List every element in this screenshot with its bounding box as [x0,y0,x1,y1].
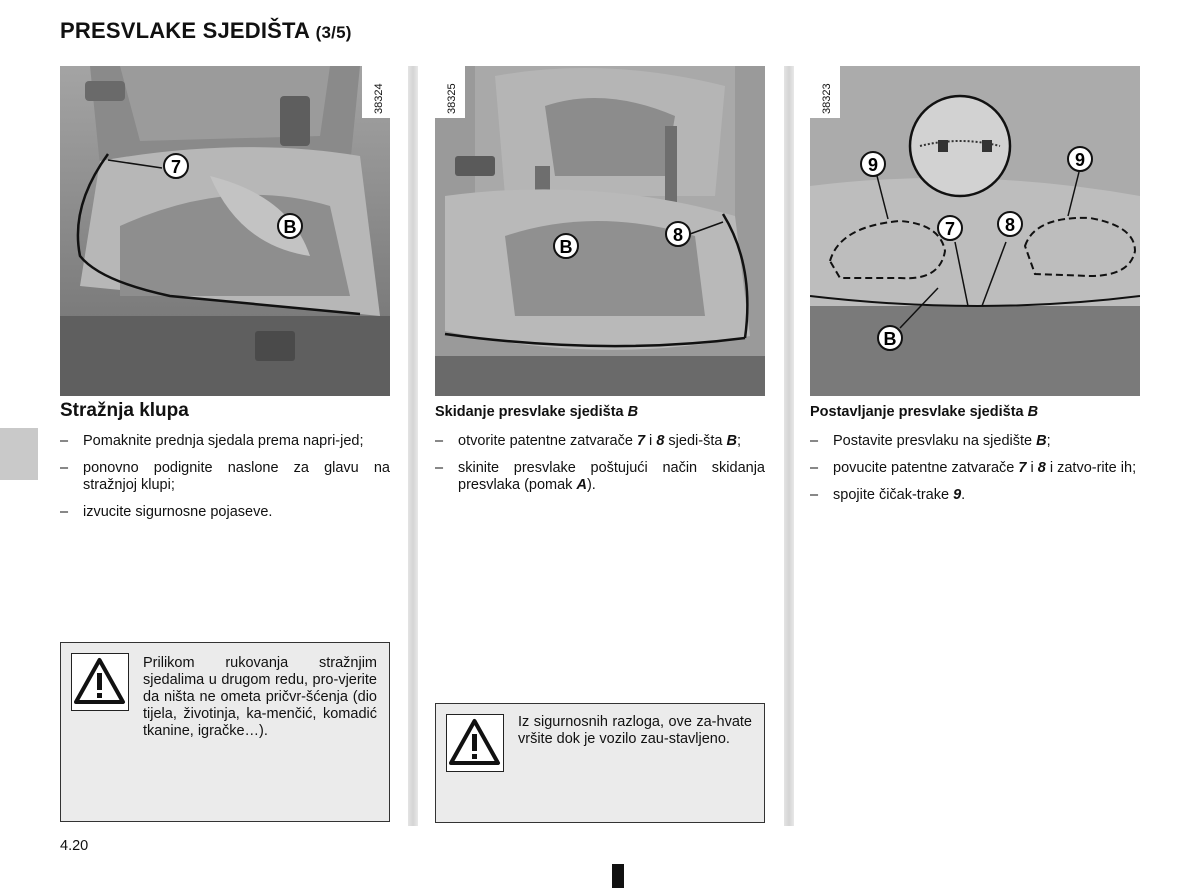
callout-label: B [559,237,573,257]
figure-rear-bench [60,66,390,396]
callout-label: 9 [1074,150,1086,170]
column-divider [784,66,794,826]
callout-label: 7 [170,157,182,177]
page-title [60,18,352,44]
warning-text: Prilikom rukovanja stražnjim sjedalima u drugom redu, pro-vjerite da ništa ne ometa pričvr-šćenja (dio tijela, životinja, ka-menčić, komadić tkanine, igračke…). [143,655,377,739]
column-divider [408,66,418,826]
warning-box [60,642,390,822]
warning-triangle-icon [446,714,504,772]
callout-label: 7 [944,219,956,239]
callout-label: 9 [867,155,879,175]
section-side-tab [0,428,38,480]
figure-remove-cover [435,66,765,396]
list-item: – Postavite presvlaku na sjedište B; [810,433,1140,450]
section-heading-text: Skidanje presvlake sjedišta [435,404,624,420]
list-item: – ponovno podignite naslone za glavu na stražnjoj klupi; [60,460,390,494]
instruction-list [60,433,390,521]
warning-text: Iz sigurnosnih razloga, ove za-hvate vršite dok je vozilo zau-stavljeno. [518,714,752,747]
warning-box [435,703,765,823]
page-number: 4.20 [60,838,89,854]
column-fit-cover [810,404,1140,514]
figure-ref-number: 38324 [373,83,385,114]
section-heading-ref: B [1027,404,1039,420]
instruction-list [810,433,1140,504]
list-item: – Pomaknite prednja sjedala prema napri-jed; [60,433,390,450]
figure-ref-number: 38323 [821,83,833,114]
section-heading-text: Postavljanje presvlake sjedišta [810,404,1024,420]
list-item: – skinite presvlake poštujući način skidanja presvlaka (pomak A). [435,460,765,494]
list-item: – spojite čičak-trake 9. [810,487,1140,504]
figure-fit-cover [810,66,1140,396]
warning-triangle-icon [71,653,129,711]
figure-ref-number: 38325 [446,83,458,114]
instruction-list [435,433,765,494]
section-heading: Stražnja klupa [60,400,189,421]
section-heading-ref: B [627,404,639,420]
page-title-text: PRESVLAKE SJEDIŠTA [60,18,310,43]
callout-label: B [283,217,297,237]
callout-label: 8 [672,225,684,245]
page-marker-bar [612,864,624,888]
section-heading [435,404,765,421]
column-rear-bench [60,402,390,531]
callout-label: 8 [1004,215,1016,235]
list-item: – otvorite patentne zatvarače 7 i 8 sjedi-šta B; [435,433,765,450]
callout-label: B [883,329,897,349]
list-item: – izvucite sigurnosne pojaseve. [60,504,390,521]
column-remove-cover [435,404,765,504]
page-title-subtitle: (3/5) [315,23,352,42]
list-item: – povucite patentne zatvarače 7 i 8 i zatvo-rite ih; [810,460,1140,477]
section-heading [810,404,1140,421]
